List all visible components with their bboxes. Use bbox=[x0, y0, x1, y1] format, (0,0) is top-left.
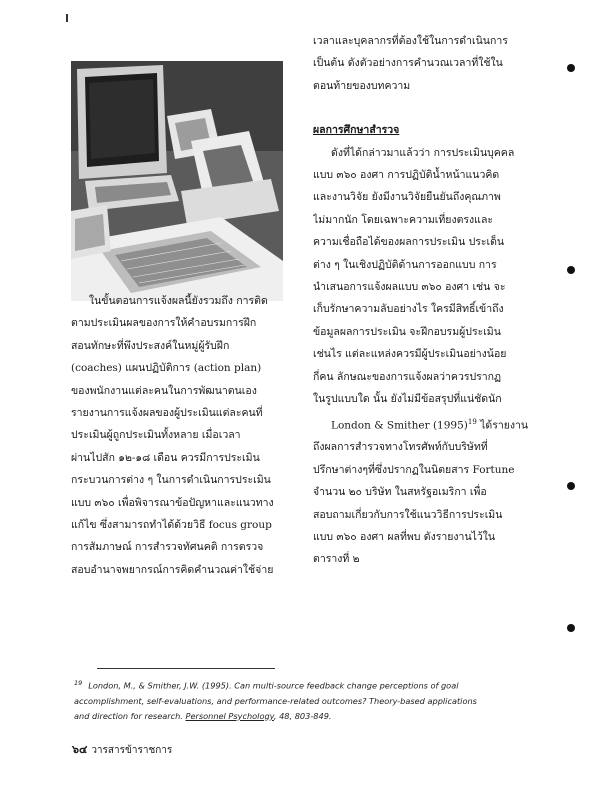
footnote-text: , 48, 803-849. bbox=[273, 710, 332, 721]
paragraph-line: เช่นไร แต่ละแหล่งควรมีผู้ประเมินอย่างน้อย bbox=[313, 348, 507, 361]
footnote-text: London, M., & Smither, J.W. (1995). Can multi-source feedback change perceptions of goal bbox=[88, 680, 459, 691]
paragraph-line: ตารางที่ ๒ bbox=[313, 553, 360, 566]
paragraph-line: แบบ ๓๖๐ องศา การปฏิบัติน้ำหน้าแนวคิด bbox=[313, 169, 500, 182]
footnote bbox=[74, 676, 562, 724]
footnote-rule bbox=[97, 668, 275, 669]
paragraph-line: ในขั้นตอนการแจ้งผลนี้ยังรวมถึง การติด bbox=[89, 295, 268, 307]
top-margin-mark bbox=[66, 14, 68, 22]
paragraph-line: สอบถามเกี่ยวกับการใช้แนววิธีการประเมิน bbox=[313, 508, 503, 521]
paragraph-line: ไม่มากนัก โดยเฉพาะความเที่ยงตรงและ bbox=[313, 213, 494, 226]
paragraph-line: ปรึกษาต่างๆที่ซึ่งปรากฏในนิตยสาร Fortune bbox=[313, 463, 515, 476]
right-text-column bbox=[313, 30, 565, 571]
section-heading: ผลการศึกษาสำรวจ bbox=[313, 124, 400, 137]
citation-authors: London & Smither (1995) bbox=[331, 419, 468, 431]
paragraph-line: ประเมินผู้ถูกประเมินทั้งหลาย เมื่อเวลา bbox=[71, 429, 241, 442]
paragraph-line: เวลาและบุคลากรที่ต้องใช้ในการดำเนินการ bbox=[313, 35, 508, 47]
paragraph-line: แบบ ๓๖๐ เพื่อพิจารณาข้อปัญหาและแนวทาง bbox=[71, 496, 274, 509]
left-text-column bbox=[71, 290, 283, 581]
footnote-text: and direction for research. bbox=[74, 710, 186, 721]
footnote-line bbox=[74, 709, 562, 724]
paragraph-line: สอนทักษะที่พึงประสงค์ในหมู่ผู้รับฝึก bbox=[71, 339, 230, 352]
footnote-line: accomplishment, self-evaluations, and performance-related outcomes? Theory-based applications bbox=[74, 695, 477, 706]
footnote-number: 19 bbox=[74, 679, 83, 687]
paragraph-line: ข้อมูลผลการประเมิน จะฝึกอบรมผู้ประเมิน bbox=[313, 325, 501, 338]
footnote-line bbox=[74, 676, 562, 694]
paragraph-line: (coaches) แผนปฏิบัติการ (action plan) bbox=[71, 362, 262, 375]
page-footer bbox=[72, 740, 172, 758]
paragraph-line: ต่าง ๆ ในเชิงปฏิบัติด้านการออกแบบ การ bbox=[313, 258, 497, 271]
paragraph-line: ของพนักงานแต่ละคนในการพัฒนาตนเอง bbox=[71, 384, 257, 397]
page-number: ๖๔ bbox=[72, 743, 88, 756]
paragraph-line: ถึงผลการสำรวจทางโทรศัพท์กับบริษัทที่ bbox=[313, 441, 488, 454]
paragraph-line: รายงานการแจ้งผลของผู้ประเมินแต่ละคนที่ bbox=[71, 407, 263, 420]
paragraph-line: แก้ไข ซึ่งสามารถทำได้ด้วยวิธี focus group bbox=[71, 519, 272, 532]
paragraph-line: ในรูปแบบใด นั้น ยังไม่มีข้อสรุปที่แน่ชัดนัก bbox=[313, 393, 502, 406]
paragraph-line: กี่คน ลักษณะของการแจ้งผลว่าควรปรากฏ bbox=[313, 370, 502, 383]
journal-name: วารสารข้าราชการ bbox=[91, 745, 173, 756]
punch-hole bbox=[567, 64, 575, 72]
punch-hole bbox=[567, 482, 575, 490]
punch-hole bbox=[567, 624, 575, 632]
paragraph-line: ตามประเมินผลของการให้คำอบรมการฝึก bbox=[71, 317, 257, 330]
citation-line bbox=[313, 411, 565, 437]
journal-title: Personnel Psychology bbox=[185, 710, 274, 721]
paragraph-line: ความเชื่อถือได้ของผลการประเมิน ประเด็น bbox=[313, 236, 505, 249]
photo-illustration bbox=[71, 61, 283, 301]
paragraph-line: และงานวิจัย ยังมีงานวิจัยยืนยันถึงคุณภาพ bbox=[313, 191, 501, 204]
citation-tail: ได้รายงาน bbox=[476, 419, 529, 431]
paragraph-line: ดังที่ได้กล่าวมาแล้วว่า การประเมินบุคคล bbox=[331, 146, 515, 159]
computer-terminal-photo bbox=[71, 61, 283, 301]
paragraph-line: สอบอำนาจพยากรณ์การคิดคำนวณค่าใช้จ่าย bbox=[71, 563, 274, 576]
paragraph-line: จำนวน ๒๐ บริษัท ในสหรัฐอเมริกา เพื่อ bbox=[313, 486, 487, 499]
footnote-ref: 19 bbox=[467, 417, 477, 426]
paragraph-line: กระบวนการต่าง ๆ ในการดำเนินการประเมิน bbox=[71, 474, 271, 487]
paragraph-line: ตอนท้ายของบทความ bbox=[313, 79, 411, 92]
paragraph-line: นำเสนอการแจ้งผลแบบ ๓๖๐ องศา เช่น จะ bbox=[313, 281, 506, 294]
paragraph-line: เก็บรักษาความลับอย่างไร ใครมีสิทธิ์เข้าถึง bbox=[313, 303, 504, 316]
paragraph-line: การสัมภาษณ์ การสำรวจทัศนคติ การตรวจ bbox=[71, 541, 264, 554]
paragraph-line: แบบ ๓๖๐ องศา ผลที่พบ ดังรายงานไว้ใน bbox=[313, 531, 496, 544]
paragraph-line: ผ่านไปสัก ๑๒-๑๘ เดือน ควรมีการประเมิน bbox=[71, 451, 260, 464]
punch-hole bbox=[567, 266, 575, 274]
paragraph-line: เป็นต้น ดังตัวอย่างการคำนวณเวลาที่ใช้ใน bbox=[313, 57, 503, 70]
